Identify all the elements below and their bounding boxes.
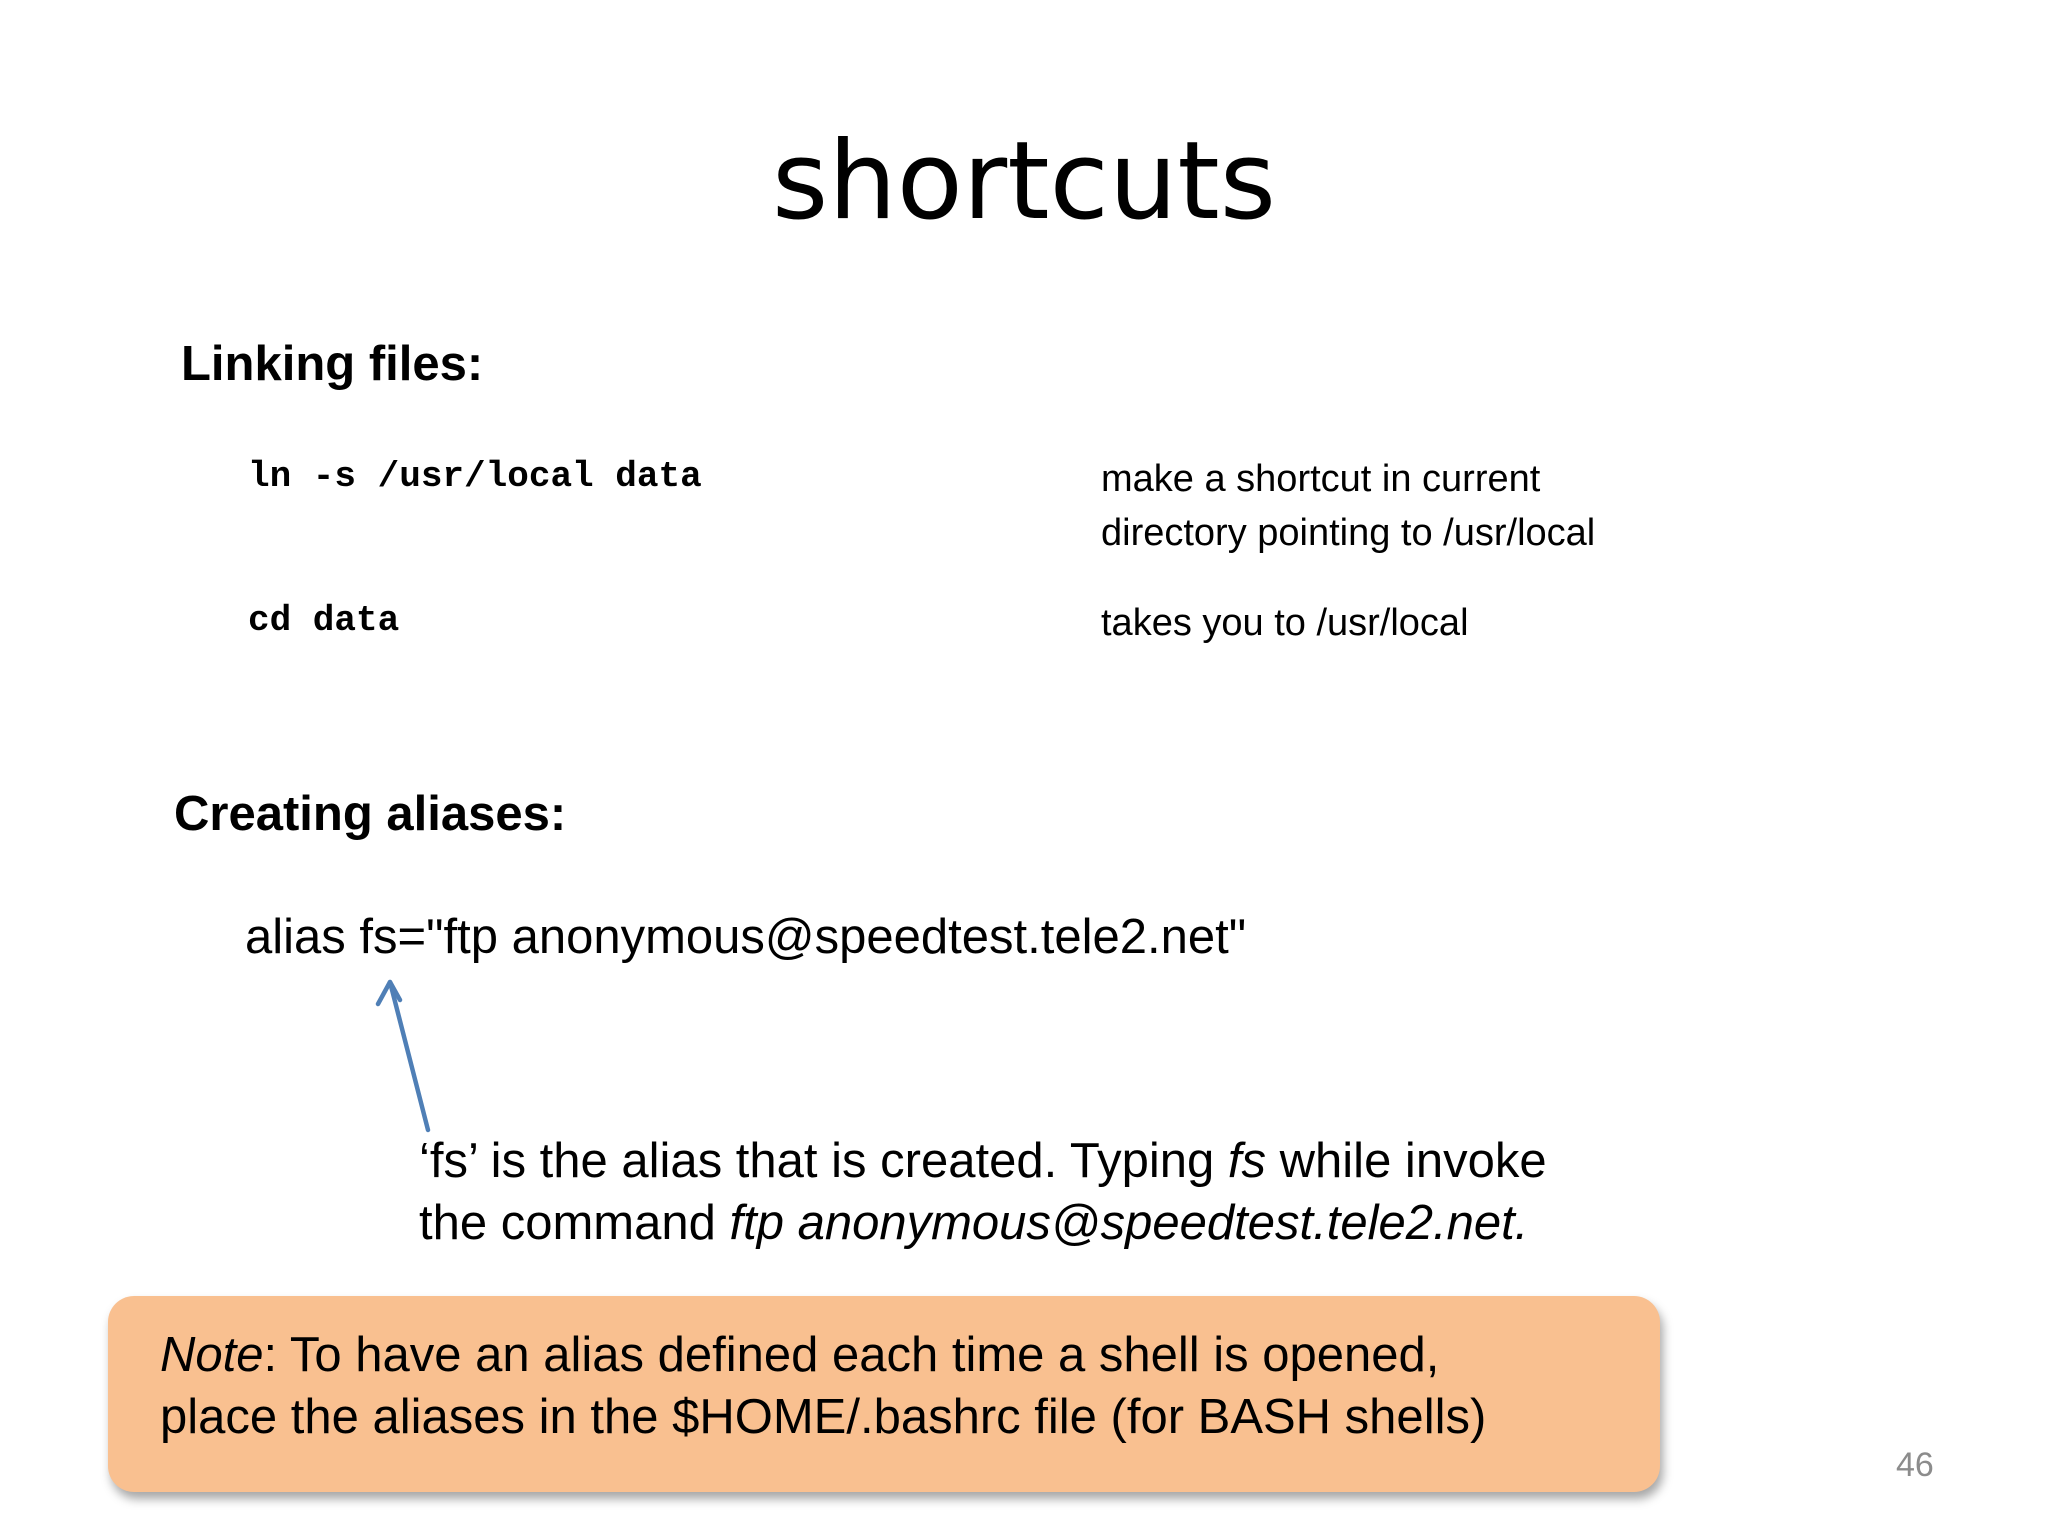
linking-files-heading: Linking files:	[181, 337, 484, 391]
explanation-alias-name: fs	[1227, 1134, 1267, 1188]
slide-title: shortcuts	[772, 119, 1276, 244]
page-number: 46	[1896, 1446, 1934, 1484]
ln-command: ln -s /usr/local data	[248, 456, 702, 497]
alias-explanation	[419, 1130, 1547, 1254]
cd-description: takes you to /usr/local	[1101, 602, 1469, 644]
note-line1: Note: To have an alias defined each time a shell is opened,	[160, 1328, 1440, 1382]
cd-command: cd data	[248, 600, 400, 641]
explanation-command: ftp anonymous@speedtest.tele2.net.	[729, 1196, 1529, 1250]
explanation-line1: ‘fs’ is the alias that is created. Typing fs while invoke	[419, 1134, 1547, 1188]
ln-description-line1: make a shortcut in current	[1101, 458, 1541, 500]
pointer-arrow-icon	[360, 970, 460, 1140]
ln-description-line2: directory pointing to /usr/local	[1101, 512, 1596, 554]
note-text	[160, 1324, 1486, 1448]
note-box	[108, 1296, 1660, 1492]
creating-aliases-heading: Creating aliases:	[174, 787, 567, 841]
alias-command: alias fs="ftp anonymous@speedtest.tele2.net"	[245, 910, 1247, 964]
note-line2: place the aliases in the $HOME/.bashrc file (for BASH shells)	[160, 1390, 1487, 1444]
ln-description	[1101, 452, 1595, 560]
explanation-line2: the command ftp anonymous@speedtest.tele2.net.	[419, 1196, 1529, 1250]
note-label: Note	[160, 1328, 264, 1382]
